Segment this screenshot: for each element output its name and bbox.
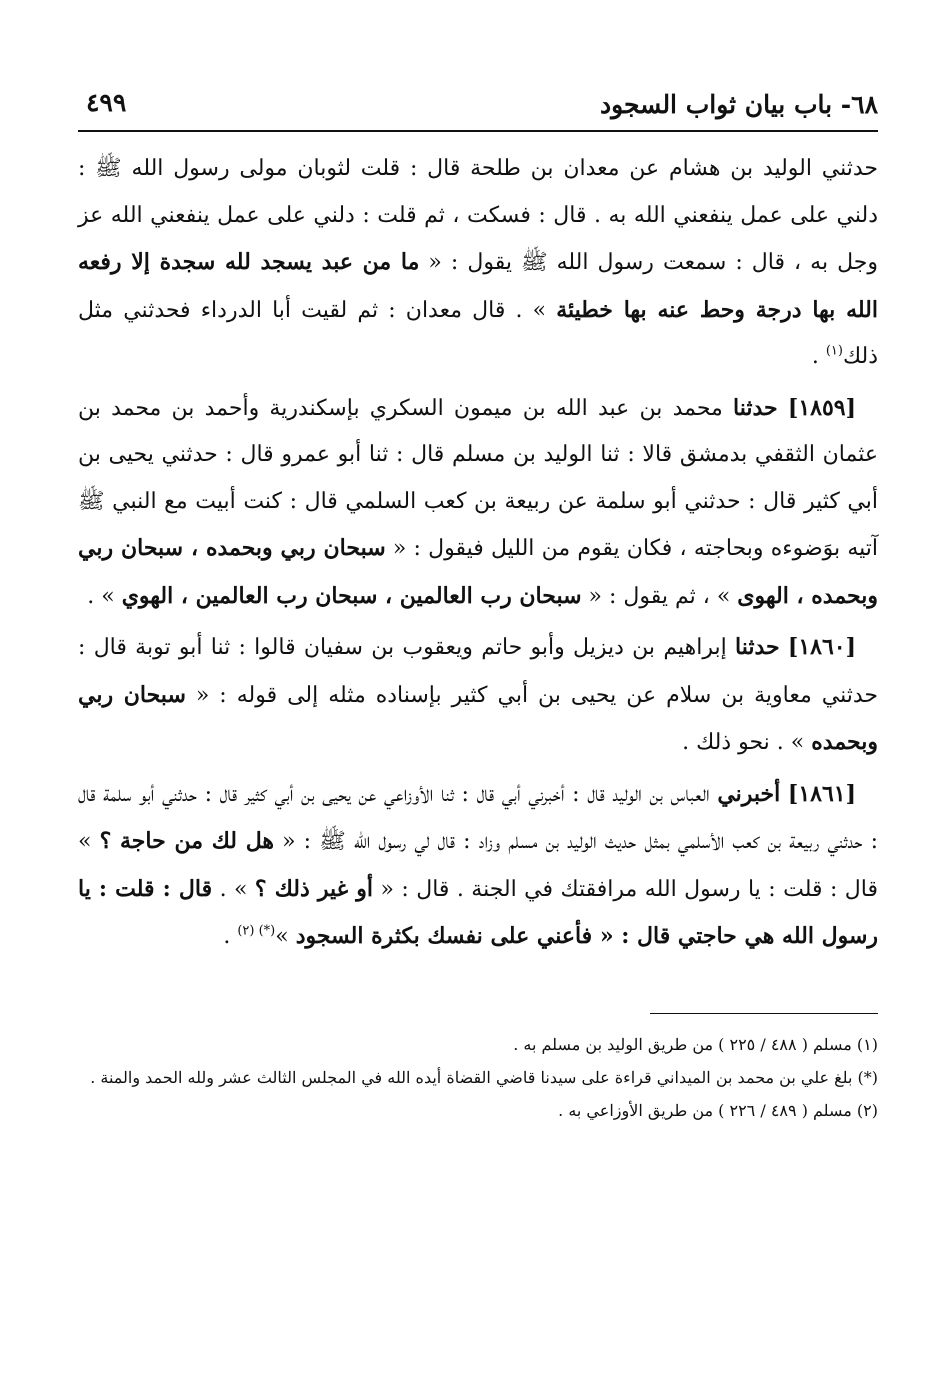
paragraph-continuation: حدثني الوليد بن هشام عن معدان بن طلحة قال : قلت لثوبان مولى رسول الله ﷺ : دلني على عمل ينفعني الله به . قال : فسكت ، ثم قلت : دلني على عمل ينفعني الله عز وجل به ، قال : سمعت رسول الله ﷺ يقول : « ما من عبد يسجد لله سجدة إلا رفعه الله بها درجة وحط عنه بها خطيئة » . قال معدان : ثم لقيت أبا الدرداء فحدثني مثل ذلك$^{(١)}$ . [78, 156, 878, 369]
page-number: ٤٩٩ [86, 88, 127, 117]
hadith-quote: ما من عبد يسجد لله سجدة إلا رفعه الله بها درجة وحط عنه بها خطيئة [78, 249, 878, 323]
footnotes [78, 1030, 878, 1125]
hadith-quote: سبحان ربي وبحمده ، سبحان ربي وبحمده ، الهوى [78, 535, 878, 609]
hadith-1859: [١٨٥٩] حدثنا محمد بن عبد الله بن ميمون السكري بإسكندرية وأحمد بن محمد بن عثمان الثقفي بدمشق قالا : ثنا الوليد بن مسلم قال : ثنا أبو عمرو قال : حدثني يحيى بن أبي كثير قال : حدثني أبو سلمة عن ربيعة بن كعب السلمي قال : كنت أبيت مع النبي ﷺ آتيه بوَضوءه وبحاجته ، فكان يقوم من الليل فيقول : « سبحان ربي وبحمده ، سبحان ربي وبحمده ، الهوى » ، ثم يقول : « سبحان رب العالمين ، سبحان رب العالمين ، الهوي » . [78, 394, 879, 609]
hadith-number: [١٨٥٩] [787, 394, 856, 421]
hadith-1861: [١٨٦١] أخبرني العباس بن الوليد قال : أخبرني أبي قال : ثنا الأوزاعي عن يحيى بن أبي كثير قال : حدثني أبو سلمة قال : حدثني ربيعة بن كعب الأسلمي بمثل حديث الوليد بن مسلم وزاد : قال لي رسول الله ﷺ : « هل لك من حاجة ؟ » قال : قلت : يا رسول الله مرافقتك في الجنة . قال : « أو غير ذلك ؟ » . قال : قلت : يا رسول الله هي حاجتي قال : « فأعني على نفسك بكثرة السجود »$^{(*) (٢)}$ . [78, 780, 879, 949]
hadith-number: [١٨٦٠] [787, 634, 856, 660]
hadith-number: [١٨٦١] [787, 780, 856, 807]
chapter-title: ٦٨- باب بيان ثواب السجود [599, 90, 878, 119]
running-header [78, 88, 878, 132]
transmission-term: حدثنا [733, 394, 778, 421]
transmission-term: حدثنا [734, 634, 780, 660]
footnote-ref[interactable]: (١) [825, 343, 843, 359]
footnote-mark: (٢) [856, 1100, 878, 1120]
footnote-mark: (*) [857, 1067, 878, 1087]
footnote-1: (١) مسلم ( ٤٨٨ / ٢٢٥ ) من طريق الوليد بن مسلم به . [513, 1034, 878, 1054]
main-text [78, 146, 878, 961]
hadith-quote: سبحان ربي وبحمده [78, 681, 878, 755]
transmission-term: أخبرني [717, 780, 781, 807]
hadith-1860: [١٨٦٠] حدثنا إبراهيم بن ديزيل وأبو حاتم ويعقوب بن سفيان قالوا : ثنا أبو توبة قال : حدثني معاوية بن سلام عن يحيى بن أبي كثير بإسناده مثله إلى قوله : « سبحان ربي وبحمده » . نحو ذلك . [78, 634, 878, 755]
footnote-2: (٢) مسلم ( ٤٨٩ / ٢٢٦ ) من طريق الأوزاعي به . [558, 1100, 878, 1120]
hadith-quote: هل لك من حاجة ؟ [99, 828, 275, 854]
hadith-quote: أو غير ذلك ؟ [254, 875, 373, 902]
footnote-ref[interactable]: (*) (٢) [237, 923, 276, 939]
footnote-divider [650, 1013, 878, 1014]
hadith-quote: قال : قلت : يا رسول الله هي حاجتي قال : « فأعني على نفسك بكثرة السجود [78, 875, 878, 949]
hadith-quote: سبحان رب العالمين ، سبحان رب العالمين ، الهوي [121, 582, 582, 609]
book-page [78, 88, 878, 1129]
footnote-star: (*) بلغ علي بن محمد بن الميداني قراءة على سيدنا قاضي القضاة أيده الله في المجلس الثالث عشر ولله الحمد والمنة . [90, 1067, 878, 1087]
footnote-mark: (١) [856, 1034, 878, 1054]
